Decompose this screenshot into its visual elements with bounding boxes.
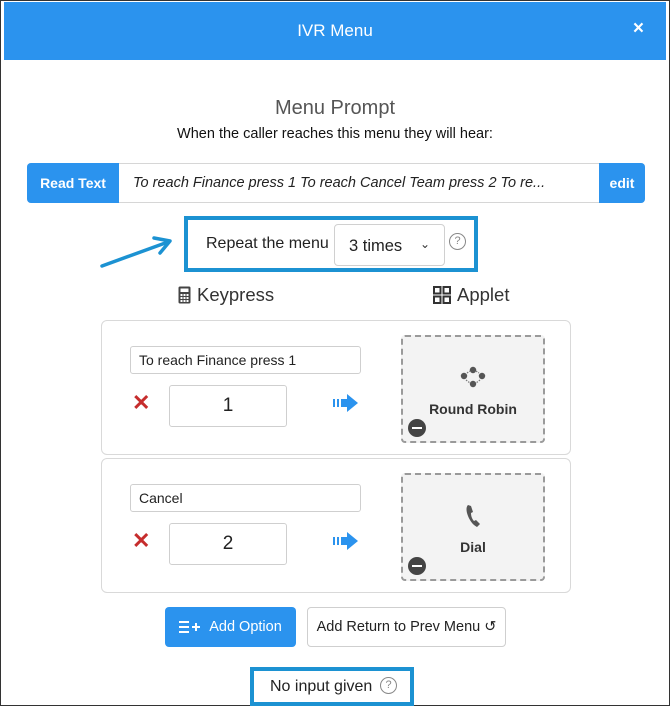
calculator-icon <box>178 286 191 304</box>
applet-name: Round Robin <box>429 401 517 417</box>
applet-name: Dial <box>460 539 486 555</box>
applet-column-header <box>433 284 509 306</box>
prompt-bar <box>27 163 645 203</box>
menu-prompt-subheading: When the caller reaches this menu they will hear: <box>177 126 493 142</box>
menu-option-card <box>101 458 571 593</box>
close-icon[interactable]: × <box>632 18 644 39</box>
repeat-help-icon[interactable]: ? <box>449 233 466 250</box>
remove-option-icon[interactable]: ✕ <box>132 390 151 415</box>
modal-header <box>4 2 666 60</box>
annotation-arrow-icon <box>98 232 178 272</box>
repeat-label: Repeat the menu <box>206 235 329 252</box>
prompt-text: To reach Finance press 1 To reach Cancel Team press 2 To re... <box>133 175 546 191</box>
add-option-button[interactable] <box>165 607 296 647</box>
round-robin-icon <box>403 364 543 397</box>
add-return-button[interactable]: Add Return to Prev Menu ↺ <box>307 607 506 647</box>
option-text-input[interactable]: Cancel <box>130 484 361 512</box>
add-option-label: Add Option <box>209 619 282 635</box>
no-input-label[interactable]: No input given <box>270 678 373 695</box>
read-text-button[interactable]: Read Text <box>27 163 119 203</box>
repeat-select-value: 3 times <box>349 237 403 255</box>
chevron-down-icon: ⌄ <box>419 237 430 251</box>
remove-applet-icon[interactable] <box>408 557 426 575</box>
applet-dropzone[interactable] <box>401 473 545 581</box>
remove-option-icon[interactable]: ✕ <box>132 528 151 553</box>
repeat-select[interactable] <box>334 224 445 266</box>
keypress-column-header <box>178 284 274 306</box>
keypress-header-label: Keypress <box>197 284 275 305</box>
applet-header-label: Applet <box>457 284 510 305</box>
applet-dropzone[interactable] <box>401 335 545 443</box>
grid-icon <box>433 286 451 304</box>
menu-option-card <box>101 320 571 455</box>
arrow-right-icon <box>333 393 359 413</box>
phone-icon <box>403 502 543 535</box>
keypress-input[interactable]: 2 <box>169 523 287 565</box>
no-input-help-icon[interactable]: ? <box>380 677 397 694</box>
option-text-input[interactable]: To reach Finance press 1 <box>130 346 361 374</box>
arrow-right-icon <box>333 531 359 551</box>
edit-prompt-button[interactable]: edit <box>599 163 645 203</box>
menu-prompt-heading: Menu Prompt <box>274 97 396 119</box>
remove-applet-icon[interactable] <box>408 419 426 437</box>
modal-title: IVR Menu <box>297 21 373 40</box>
list-add-icon <box>179 620 201 634</box>
keypress-input[interactable]: 1 <box>169 385 287 427</box>
